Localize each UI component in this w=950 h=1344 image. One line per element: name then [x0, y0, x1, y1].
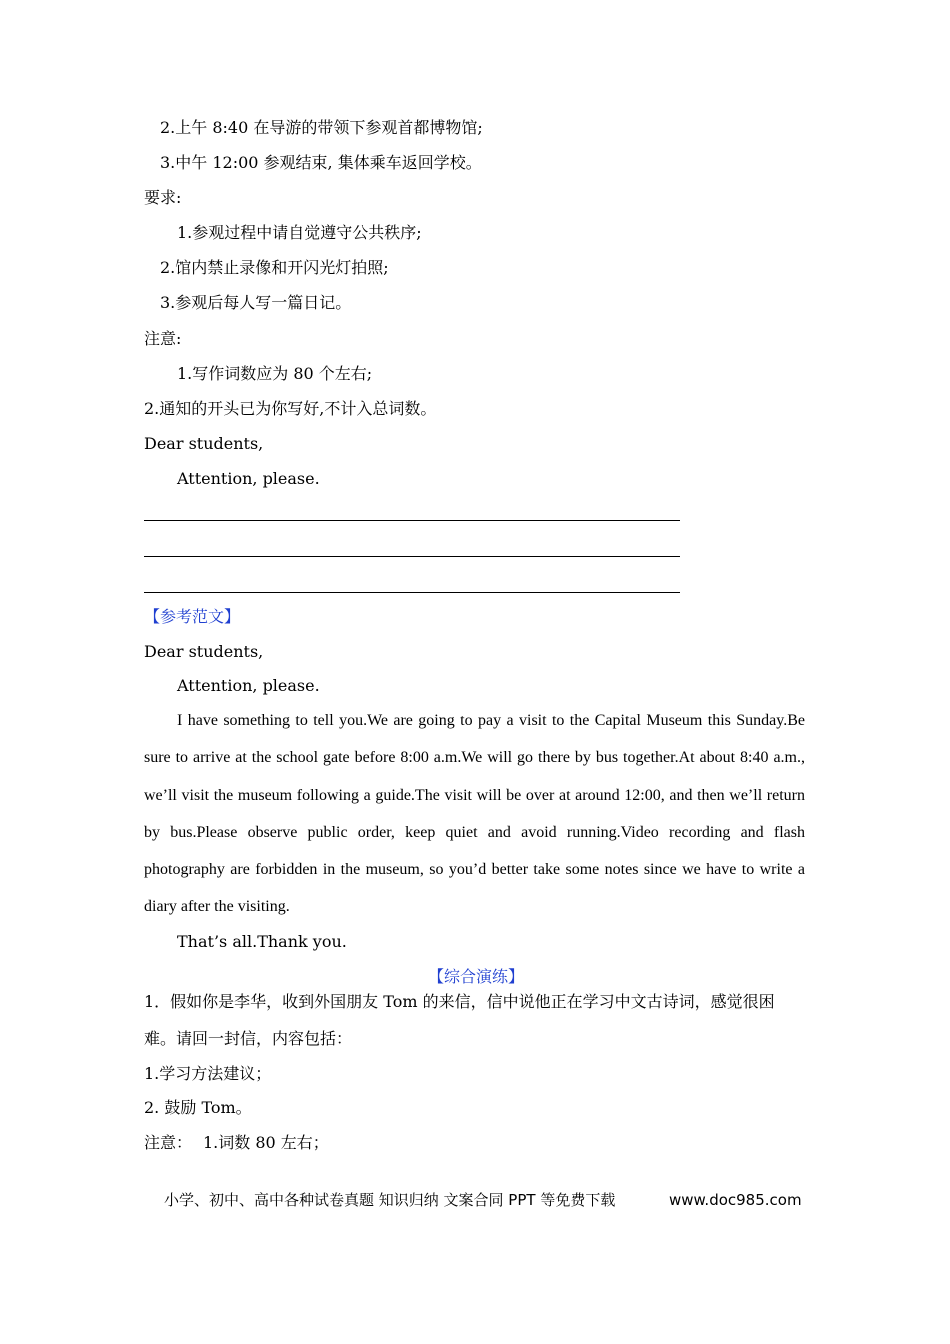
requirement-item-3: 3.参观后每人写一篇日记。 — [160, 293, 352, 312]
sample-greeting: Dear students, — [144, 642, 264, 661]
sample-closing: That’s all.Thank you. — [177, 932, 347, 951]
sample-opening: Attention, please. — [177, 676, 320, 695]
letter-opening: Attention, please. — [177, 469, 320, 488]
note-item-1: 1.写作词数应为 80 个左右; — [177, 364, 373, 383]
question-1-line-2: 难。请回一封信，内容包括： — [144, 1029, 353, 1048]
footer-text: 小学、初中、高中各种试卷真题 知识归纳 文案合同 PPT 等免费下载 — [164, 1191, 616, 1209]
question-1-note-label: 注意： — [144, 1133, 193, 1152]
sample-body: I have something to tell you.We are going to pay a visit to the Capital Museum this Sunday.Be sure to arrive at the school gate before 8:00 a.m.We will go there by bus together.At about 8:40 a.m., we’ll visit the museum following a guide.The visit will be over at around 12:00, and then we’ll return by bus.Please observe public order, keep quiet and avoid running.Video recording and flash photography are forbidden in the museum, so you’d better take some notes since we have to write a diary after the visiting. — [144, 712, 805, 916]
answer-line-1 — [144, 520, 680, 521]
requirement-item-1: 1.参观过程中请自觉遵守公共秩序; — [177, 223, 422, 242]
question-1-line-1: 1．假如你是李华，收到外国朋友 Tom 的来信，信中说他正在学习中文古诗词，感觉很困 — [144, 992, 775, 1011]
answer-line-3 — [144, 592, 680, 593]
question-1-note-1: 1.词数 80 左右； — [203, 1133, 329, 1152]
requirement-item-2: 2.馆内禁止录像和开闪光灯拍照; — [160, 258, 389, 277]
footer-url[interactable]: www.doc985.com — [669, 1191, 802, 1209]
note-item-2: 2.通知的开头已为你写好,不计入总词数。 — [144, 399, 437, 418]
notes-label: 注意: — [144, 329, 182, 348]
schedule-item-3: 3.中午 12:00 参观结束, 集体乘车返回学校。 — [160, 153, 482, 172]
answer-line-2 — [144, 556, 680, 557]
question-1-item-1: 1.学习方法建议； — [144, 1064, 272, 1083]
question-1-item-2: 2. 鼓励 Tom。 — [144, 1098, 252, 1117]
practice-heading: 【综合演练】 — [428, 967, 525, 986]
requirements-label: 要求: — [144, 188, 182, 207]
schedule-item-2: 2.上午 8:40 在导游的带领下参观首都博物馆; — [160, 118, 483, 137]
sample-heading: 【参考范文】 — [144, 607, 241, 626]
letter-greeting: Dear students, — [144, 434, 264, 453]
